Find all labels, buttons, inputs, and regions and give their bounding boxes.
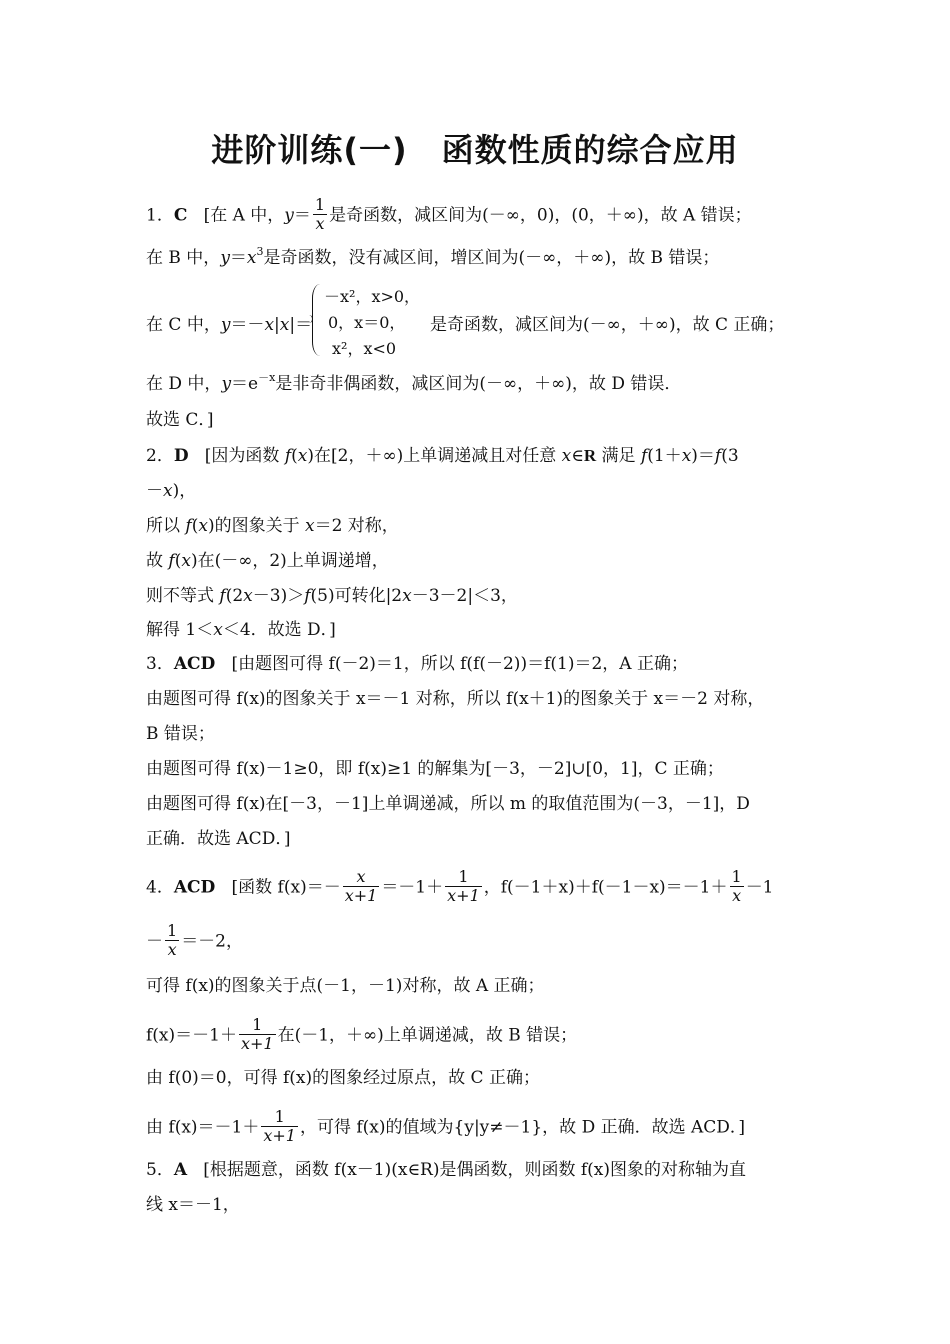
exponent: －x xyxy=(258,371,276,384)
text: 解得 1＜ xyxy=(146,620,214,640)
text: (3 xyxy=(721,446,739,466)
piecewise-rhs: 是奇函数，减区间为(－∞，＋∞)，故 C 正确； xyxy=(430,315,785,335)
text: － xyxy=(146,481,163,501)
text: 在 B 中， xyxy=(146,248,221,268)
text: ＝－ xyxy=(230,315,265,335)
q1-line-4 xyxy=(146,372,681,398)
denominator: x+1 xyxy=(263,1125,296,1145)
q2-line-4 xyxy=(146,549,389,573)
text: 在(－1，＋∞)上单调递减，故 B 错误； xyxy=(277,1025,578,1046)
numerator: 1 xyxy=(445,868,482,887)
title-part-2: 函数性质的综合应用 xyxy=(441,131,739,169)
text: ，f(－1＋x)＋f(－1－x)＝－1＋ xyxy=(483,877,728,898)
text: ＝ xyxy=(295,315,313,335)
q5-answer: A xyxy=(173,1160,188,1180)
q2-line-5 xyxy=(146,584,518,608)
q1-line-1 xyxy=(146,195,752,234)
q2-line-6 xyxy=(146,618,336,642)
fraction xyxy=(343,868,380,904)
q5-number: 5． xyxy=(146,1160,174,1180)
text: ( xyxy=(174,551,182,571)
math-var: x xyxy=(297,446,308,466)
q2-line-1 xyxy=(146,444,739,468)
fraction xyxy=(261,1108,298,1144)
q1-line-5: 故选 C．] xyxy=(146,410,214,430)
text: ＝e xyxy=(231,374,259,394)
text: )在(－∞，2)上单调递增， xyxy=(190,551,389,571)
numerator: 1 xyxy=(314,195,326,214)
fraction xyxy=(239,1016,276,1052)
math-var: f xyxy=(168,551,175,571)
math-var: y xyxy=(284,205,294,226)
denominator: x+1 xyxy=(447,885,480,905)
q1-piecewise xyxy=(146,284,846,358)
text: 所以 xyxy=(146,516,186,536)
denominator: x xyxy=(315,213,325,233)
math-var: x xyxy=(402,586,412,606)
text: [由题图可得 f(－2)＝1，所以 f(f(－2))＝f(1)＝2，A 正确； xyxy=(231,654,688,674)
q3-line-5: 由题图可得 f(x)在[－3，－1]上单调递减，所以 m 的取值范围为(－3，－1]，D xyxy=(146,794,750,814)
text: (2 xyxy=(225,586,244,606)
math-var: y xyxy=(220,248,230,268)
text: (5)可转化|2 xyxy=(310,586,403,606)
q2-answer: D xyxy=(173,446,189,466)
numerator: 1 xyxy=(261,1108,298,1127)
math-var: x xyxy=(181,551,191,571)
q3-line-6: 正确．故选 ACD．] xyxy=(146,829,291,849)
text: [根据题意，函数 f(x－1)(x∈R)是偶函数，则函数 f(x)图象的对称轴为直 xyxy=(203,1160,747,1180)
math-var: x xyxy=(681,446,692,466)
fraction xyxy=(313,196,327,232)
text: 满足 xyxy=(596,446,641,466)
text: [函数 f(x)＝－ xyxy=(231,877,341,898)
denominator: x xyxy=(167,939,177,959)
math-var: x xyxy=(304,516,315,536)
page-title xyxy=(0,125,950,171)
math-var: x xyxy=(264,315,275,335)
q4-answer: ACD xyxy=(173,877,216,898)
text: －1 xyxy=(745,877,774,898)
q4-number: 4． xyxy=(146,877,174,898)
text: [因为函数 xyxy=(204,446,285,466)
math-var: f xyxy=(304,586,311,606)
math-set: R xyxy=(583,446,597,465)
math-var: y xyxy=(221,374,232,394)
math-var: f xyxy=(640,446,648,466)
text: 是奇函数，减区间为(－∞，0)，(0，＋∞)，故 A 错误； xyxy=(329,205,752,226)
text: ∈ xyxy=(571,446,584,466)
left-brace xyxy=(312,284,321,356)
q4-line-2 xyxy=(146,921,244,960)
math-var: f xyxy=(284,446,292,466)
text: 是非奇非偶函数，减区间为(－∞，＋∞)，故 D 错误． xyxy=(275,374,682,394)
math-var: x xyxy=(198,516,208,536)
math-var: x xyxy=(246,248,257,268)
text: )在[2，＋∞)上单调递减且对任意 xyxy=(307,446,562,466)
text: ＝2 对称， xyxy=(314,516,399,536)
text: )的图象关于 xyxy=(207,516,305,536)
math-abs: |x| xyxy=(274,315,296,335)
q2-number: 2． xyxy=(146,446,174,466)
q3-answer: ACD xyxy=(173,654,216,674)
text: ，可得 f(x)的值域为{y|y≠－1}，故 D 正确．故选 ACD．] xyxy=(299,1117,746,1138)
text: 在 D 中， xyxy=(146,374,222,394)
text: )， xyxy=(172,481,197,501)
q5-line-1 xyxy=(146,1158,746,1182)
text: ＝－2， xyxy=(181,931,244,952)
text: [在 A 中， xyxy=(203,205,285,226)
text: f(x)＝－1＋ xyxy=(146,1025,237,1046)
text: ＝－1＋ xyxy=(381,877,444,898)
text: － xyxy=(146,931,163,952)
denominator: x+1 xyxy=(344,885,378,905)
q3-line-2: 由题图可得 f(x)的图象关于 x＝－1 对称，所以 f(x＋1)的图象关于 x＝－2 对称， xyxy=(146,689,765,709)
math-var: f xyxy=(219,586,226,606)
piecewise-case-1: －x²，x>0， xyxy=(324,287,421,306)
text: ( xyxy=(191,516,199,536)
numerator: x xyxy=(343,868,380,887)
math-var: f xyxy=(714,446,722,466)
denominator: x+1 xyxy=(240,1033,274,1053)
q3-line-4: 由题图可得 f(x)－1≥0，即 f(x)≥1 的解集为[－3，－2]∪[0，1]，C 正确； xyxy=(146,759,724,779)
exponent: 3 xyxy=(256,245,264,258)
text: ＜4．故选 D．] xyxy=(222,620,336,640)
q5-line-2: 线 x＝－1， xyxy=(146,1195,240,1215)
math-var: x xyxy=(561,446,572,466)
math-var: y xyxy=(220,315,231,335)
q3-line-3: B 错误； xyxy=(146,724,215,744)
q3-line-1 xyxy=(146,652,688,676)
numerator: 1 xyxy=(239,1016,276,1035)
q3-number: 3． xyxy=(146,654,174,674)
text: 在 C 中， xyxy=(146,315,221,335)
math-var: x xyxy=(213,620,223,640)
numerator: 1 xyxy=(167,921,178,940)
text: －3)＞ xyxy=(252,586,305,606)
text: (1＋ xyxy=(647,446,682,466)
text: －3－2|＜3， xyxy=(411,586,518,606)
q2-line-2 xyxy=(146,479,196,503)
q4-line-4 xyxy=(146,1015,578,1054)
math-var: x xyxy=(243,586,253,606)
denominator: x xyxy=(732,885,742,905)
q4-line-5: 由 f(0)＝0，可得 f(x)的图象经过原点，故 C 正确； xyxy=(146,1068,540,1088)
q1-line-2 xyxy=(146,246,719,272)
text: )＝ xyxy=(691,446,715,466)
piecewise-lhs xyxy=(146,310,312,335)
fraction xyxy=(730,868,744,904)
text: 故 xyxy=(146,551,169,571)
math-var: f xyxy=(185,516,192,536)
q2-line-3 xyxy=(146,514,399,538)
q4-line-1 xyxy=(146,867,774,906)
piecewise-case-3: x²，x<0 xyxy=(332,339,397,358)
q4-line-3: 可得 f(x)的图象关于点(－1，－1)对称，故 A 正确； xyxy=(146,976,545,996)
title-part-1: 进阶训练(一) xyxy=(211,131,408,169)
text: ( xyxy=(291,446,298,466)
text: ＝ xyxy=(229,248,247,268)
text: 由 f(x)＝－1＋ xyxy=(146,1117,260,1138)
fraction xyxy=(445,868,482,904)
fraction xyxy=(165,922,179,958)
math-var: x xyxy=(163,481,173,501)
text: 则不等式 xyxy=(146,586,220,606)
q1-answer: C xyxy=(173,205,188,226)
q1-number: 1． xyxy=(146,205,174,226)
q4-line-6 xyxy=(146,1107,746,1146)
text: ＝ xyxy=(293,205,311,226)
text: 是奇函数，没有减区间，增区间为(－∞，＋∞)，故 B 错误； xyxy=(263,248,720,268)
piecewise-case-2: 0，x＝0， xyxy=(328,313,406,332)
numerator: 1 xyxy=(731,867,742,886)
